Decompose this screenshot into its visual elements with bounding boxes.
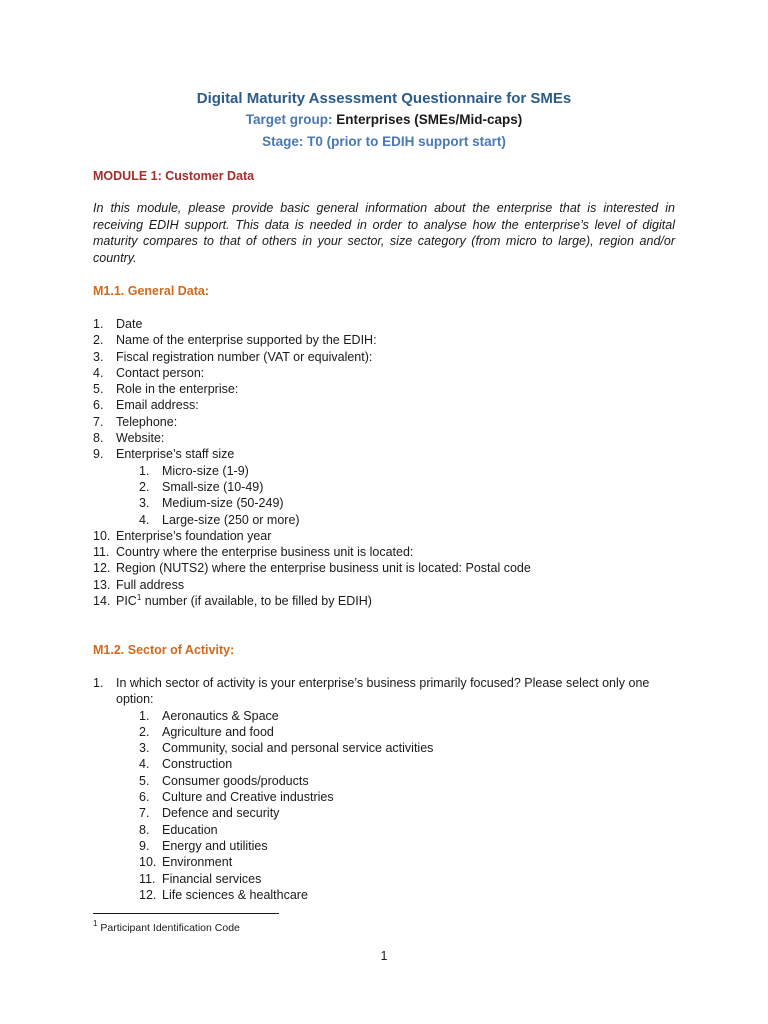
option-text: Construction bbox=[162, 757, 233, 772]
item-text: Enterprise’s staff size bbox=[116, 447, 235, 462]
target-group-line bbox=[0, 111, 768, 129]
item-text: Fiscal registration number (VAT or equivalent): bbox=[116, 349, 373, 364]
sector-option bbox=[116, 854, 683, 870]
option-number: 8. bbox=[139, 822, 150, 837]
item-text: Full address bbox=[116, 577, 185, 592]
sector-option bbox=[116, 805, 683, 821]
item-text: Telephone: bbox=[116, 414, 178, 429]
option-text: Education bbox=[162, 822, 218, 837]
list-item bbox=[93, 544, 683, 560]
option-text: Consumer goods/products bbox=[162, 773, 309, 788]
item-number: 4. bbox=[93, 365, 104, 380]
item-text: number (if available, to be filled by EDIH) bbox=[141, 594, 372, 609]
item-text: Date bbox=[116, 317, 143, 331]
option-text: Environment bbox=[162, 855, 233, 870]
list-item bbox=[93, 349, 683, 365]
sector-heading: M1.2. Sector of Activity: bbox=[93, 643, 235, 657]
question-number: 1. bbox=[93, 676, 104, 690]
item-number: 6. bbox=[93, 398, 104, 413]
module-intro: In this module, please provide basic general information about the enterprise that is interested in receiving EDIH support. This data is needed in order to analyse how the enterprise’s level of digital maturity compares to that of others in your sector, size category (from micro to large), region and/or country. bbox=[93, 201, 675, 265]
item-text: Website: bbox=[116, 431, 165, 446]
item-number: 1. bbox=[93, 317, 104, 331]
option-text: Life sciences & healthcare bbox=[162, 887, 308, 902]
list-item bbox=[93, 332, 683, 348]
list-item bbox=[93, 528, 683, 544]
option-text: Financial services bbox=[162, 871, 262, 886]
staff-size-option bbox=[116, 479, 683, 495]
item-text: Country where the enterprise business unit is located: bbox=[116, 545, 414, 560]
option-number: 6. bbox=[139, 790, 150, 805]
option-number: 1. bbox=[139, 463, 150, 478]
staff-size-option bbox=[116, 512, 683, 528]
list-item bbox=[93, 414, 683, 430]
staff-size-option bbox=[116, 495, 683, 511]
option-text: Large-size (250 or more) bbox=[162, 512, 300, 527]
stage-line: Stage: T0 (prior to EDIH support start) bbox=[262, 134, 506, 149]
list-item bbox=[93, 397, 683, 413]
item-number: 11. bbox=[93, 545, 110, 560]
sector-option bbox=[116, 871, 683, 887]
list-item bbox=[93, 316, 683, 332]
option-number: 5. bbox=[139, 773, 150, 788]
item-text: Enterprise’s foundation year bbox=[116, 528, 272, 543]
footnote-reference: 1 bbox=[136, 593, 142, 603]
question-item bbox=[93, 675, 683, 903]
list-item bbox=[93, 381, 683, 397]
option-number: 4. bbox=[139, 757, 150, 772]
target-group-value: Enterprises (SMEs/Mid-caps) bbox=[336, 112, 523, 127]
item-text: Contact person: bbox=[116, 365, 205, 380]
item-text: Region (NUTS2) where the enterprise business unit is located: Postal code bbox=[116, 561, 531, 576]
item-number: 5. bbox=[93, 382, 104, 397]
footnote-separator bbox=[93, 913, 279, 914]
option-text: Medium-size (50-249) bbox=[162, 496, 284, 511]
item-number: 13. bbox=[93, 577, 111, 592]
module-heading: MODULE 1: Customer Data bbox=[93, 169, 255, 183]
sector-question-list bbox=[93, 675, 683, 903]
sector-option bbox=[116, 887, 683, 903]
option-text: Micro-size (1-9) bbox=[162, 463, 249, 478]
option-number: 10. bbox=[139, 855, 157, 870]
option-number: 3. bbox=[139, 741, 150, 756]
option-number: 1. bbox=[139, 708, 150, 723]
item-number: 9. bbox=[93, 447, 104, 462]
option-number: 9. bbox=[139, 838, 150, 853]
document-title: Digital Maturity Assessment Questionnaire for SMEs bbox=[196, 90, 572, 107]
option-number: 11. bbox=[139, 871, 156, 886]
list-item bbox=[93, 577, 683, 593]
option-number: 3. bbox=[139, 496, 150, 511]
list-item bbox=[93, 560, 683, 576]
option-text: Community, social and personal service activities bbox=[162, 741, 434, 756]
option-text: Aeronautics & Space bbox=[162, 708, 279, 723]
option-text: Agriculture and food bbox=[162, 724, 274, 739]
pic-label: PIC bbox=[116, 594, 137, 609]
question-text: In which sector of activity is your enterprise’s business primarily focused? Please select only one option: bbox=[116, 676, 650, 707]
target-group-label: Target group: bbox=[245, 112, 333, 127]
item-number: 10. bbox=[93, 528, 111, 543]
staff-size-option bbox=[116, 463, 683, 479]
footnote bbox=[93, 921, 240, 935]
sector-option bbox=[116, 740, 683, 756]
staff-size-list bbox=[116, 463, 683, 528]
item-text: Name of the enterprise supported by the EDIH: bbox=[116, 333, 377, 348]
sector-option bbox=[116, 756, 683, 772]
option-number: 4. bbox=[139, 512, 150, 527]
general-data-heading: M1.1. General Data: bbox=[93, 284, 210, 298]
sector-options-list bbox=[116, 708, 683, 904]
item-number: 14. bbox=[93, 594, 111, 609]
sector-option bbox=[116, 724, 683, 740]
list-item bbox=[93, 365, 683, 381]
item-number: 2. bbox=[93, 333, 104, 348]
option-text: Culture and Creative industries bbox=[162, 790, 334, 805]
list-item bbox=[93, 446, 683, 527]
item-text: Email address: bbox=[116, 398, 199, 413]
sector-option bbox=[116, 789, 683, 805]
footnote-text: Participant Identification Code bbox=[97, 922, 240, 934]
list-item bbox=[93, 430, 683, 446]
sector-option bbox=[116, 838, 683, 854]
option-number: 2. bbox=[139, 479, 150, 494]
option-number: 12. bbox=[139, 887, 157, 902]
item-text: Role in the enterprise: bbox=[116, 382, 239, 397]
sector-option bbox=[116, 822, 683, 838]
general-data-list bbox=[93, 316, 683, 609]
footnote-marker: 1 bbox=[93, 919, 98, 928]
option-number: 7. bbox=[139, 806, 150, 821]
option-text: Energy and utilities bbox=[162, 838, 268, 853]
list-item bbox=[93, 593, 683, 609]
option-text: Small-size (10-49) bbox=[162, 479, 264, 494]
item-number: 8. bbox=[93, 431, 104, 446]
item-number: 12. bbox=[93, 561, 111, 576]
item-number: 3. bbox=[93, 349, 104, 364]
sector-option bbox=[116, 708, 683, 724]
item-number: 7. bbox=[93, 414, 104, 429]
option-number: 2. bbox=[139, 724, 150, 739]
sector-option bbox=[116, 773, 683, 789]
option-text: Defence and security bbox=[162, 806, 280, 821]
page-number: 1 bbox=[380, 949, 388, 963]
